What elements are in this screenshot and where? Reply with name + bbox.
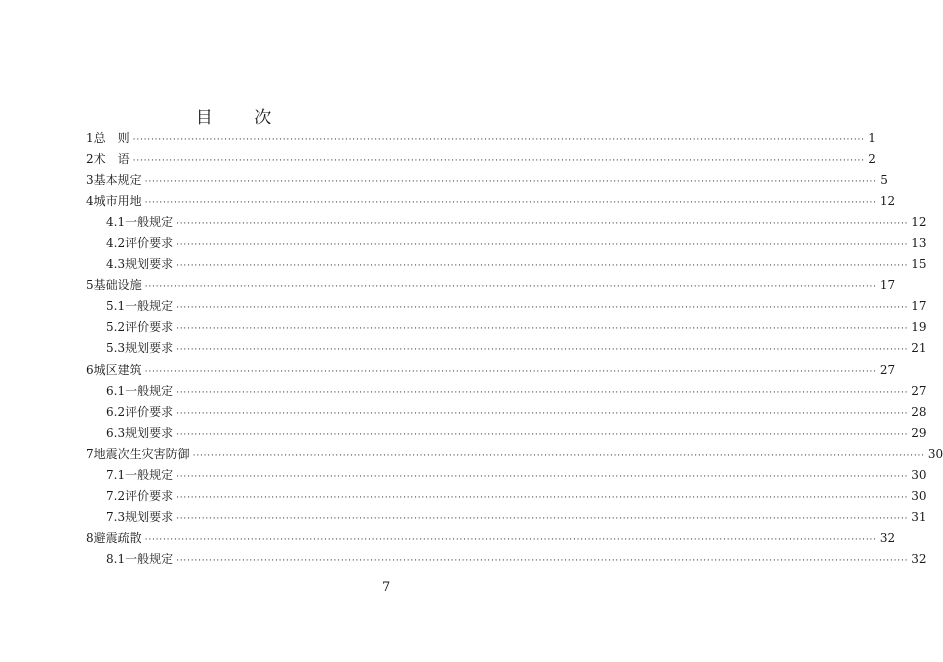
- toc-entry-title: 地震次生灾害防御: [93, 446, 190, 461]
- toc-entry-page: 12: [911, 215, 927, 230]
- toc-entry-page: 17: [911, 299, 927, 314]
- toc-entry-number: 6.2: [106, 404, 126, 419]
- toc-entry-title: 一般规定: [125, 299, 174, 314]
- toc-entry[interactable]: [86, 275, 896, 296]
- dot-leader: ········································································································································································································: [176, 513, 909, 524]
- toc-entry-title: 一般规定: [125, 383, 174, 398]
- toc-entry-number: 4: [86, 194, 94, 209]
- toc-entry[interactable]: [86, 444, 943, 465]
- toc-entry-number: 7.3: [106, 509, 126, 524]
- dot-leader: ········································································································································································································: [144, 177, 877, 188]
- toc-entry-title: 城市用地: [93, 194, 142, 209]
- toc-entry-number: 6.1: [106, 383, 126, 398]
- dot-leader: ········································································································································································································: [176, 471, 909, 482]
- toc-entry-title: 规划要求: [125, 425, 174, 440]
- dot-leader: ········································································································································································································: [144, 282, 877, 293]
- toc-entry-number: 5.3: [106, 341, 126, 356]
- toc-entry-title: 一般规定: [125, 551, 174, 566]
- toc-entry-number: 4.2: [106, 236, 126, 251]
- dot-leader: ········································································································································································································: [176, 345, 909, 356]
- toc-entry-page: 19: [911, 320, 927, 335]
- toc-entry-page: 2: [868, 152, 876, 167]
- toc-entry-title: 城区建筑: [93, 362, 142, 377]
- toc-entry[interactable]: [86, 549, 927, 570]
- toc-entry-page: 30: [911, 488, 927, 503]
- dot-leader: ········································································································································································································: [176, 303, 909, 314]
- dot-leader: ········································································································································································································: [176, 240, 909, 251]
- toc-entry-page: 29: [911, 425, 927, 440]
- toc-entry[interactable]: [86, 149, 876, 170]
- toc-entry-page: 5: [880, 173, 888, 188]
- toc-entry[interactable]: [86, 528, 896, 549]
- toc-entry-page: 12: [879, 194, 896, 209]
- toc-entry-page: 27: [911, 383, 927, 398]
- toc-entry-page: 17: [879, 278, 896, 293]
- toc-entry-number: 3: [86, 173, 94, 188]
- toc-entry-page: 13: [911, 236, 927, 251]
- toc-entry-title: 评价要求: [125, 320, 174, 335]
- dot-leader: ········································································································································································································: [144, 534, 877, 545]
- toc-entry[interactable]: [86, 338, 927, 359]
- toc-entry-title: 评价要求: [125, 236, 174, 251]
- dot-leader: ········································································································································································································: [176, 429, 909, 440]
- dot-leader: ········································································································································································································: [144, 366, 877, 377]
- toc-entry[interactable]: [86, 254, 927, 275]
- toc-entry-title: 一般规定: [125, 467, 174, 482]
- toc-entry[interactable]: [86, 170, 888, 191]
- toc-entry[interactable]: [86, 402, 927, 423]
- toc-entry[interactable]: [86, 381, 927, 402]
- dot-leader: ········································································································································································································: [176, 219, 909, 230]
- toc-entry[interactable]: [86, 233, 927, 254]
- toc-entry-title: 避震疏散: [93, 530, 142, 545]
- dot-leader: ········································································································································································································: [176, 261, 909, 272]
- toc-entry-title: 评价要求: [125, 404, 174, 419]
- toc-entry-title: 术 语: [93, 152, 130, 167]
- toc-entry-title: 一般规定: [125, 215, 174, 230]
- toc-entry[interactable]: [86, 507, 927, 528]
- toc-entry-number: 4.3: [106, 257, 126, 272]
- toc-entry[interactable]: [86, 465, 927, 486]
- toc-entry-title: 规划要求: [125, 509, 174, 524]
- dot-leader: ········································································································································································································: [144, 198, 877, 209]
- toc-entry-title: 基本规定: [93, 173, 142, 188]
- toc-entry-title: 规划要求: [125, 257, 174, 272]
- dot-leader: ········································································································································································································: [176, 324, 909, 335]
- toc-entry-title: 规划要求: [125, 341, 174, 356]
- toc-entry-page: 30: [927, 446, 943, 461]
- dot-leader: ········································································································································································································: [176, 408, 909, 419]
- toc-entry[interactable]: [86, 191, 896, 212]
- toc-entry-number: 8: [86, 530, 94, 545]
- toc-entry-number: 8.1: [106, 551, 126, 566]
- toc-entry-number: 5.1: [106, 299, 126, 314]
- toc-entry[interactable]: [86, 360, 896, 381]
- toc-entry-number: 1: [86, 131, 94, 145]
- toc-entry-title: 评价要求: [125, 488, 174, 503]
- toc-entry-number: 2: [86, 152, 94, 167]
- toc-entry-page: 1: [868, 131, 876, 145]
- toc-entry-number: 5.2: [106, 320, 126, 335]
- table-of-contents: [86, 128, 943, 570]
- toc-entry-page: 21: [911, 341, 927, 356]
- toc-entry-page: 28: [911, 404, 927, 419]
- toc-entry-number: 6: [86, 362, 94, 377]
- toc-entry-title: 基础设施: [93, 278, 142, 293]
- dot-leader: ········································································································································································································: [176, 387, 909, 398]
- toc-entry-page: 32: [911, 551, 927, 566]
- toc-entry-title: 总 则: [93, 131, 130, 145]
- toc-entry[interactable]: [86, 423, 927, 444]
- toc-entry-page: 15: [911, 257, 927, 272]
- toc-entry[interactable]: [86, 212, 927, 233]
- toc-entry-number: 7.2: [106, 488, 126, 503]
- toc-entry-number: 7.1: [106, 467, 126, 482]
- toc-entry[interactable]: [86, 128, 876, 149]
- toc-entry-page: 32: [879, 530, 896, 545]
- dot-leader: ········································································································································································································: [132, 135, 865, 145]
- toc-entry-page: 31: [911, 509, 927, 524]
- dot-leader: ········································································································································································································: [192, 450, 925, 461]
- toc-entry-page: 27: [879, 362, 896, 377]
- dot-leader: ········································································································································································································: [176, 555, 909, 566]
- page-number: 7: [382, 580, 391, 595]
- toc-entry[interactable]: [86, 486, 927, 507]
- toc-entry-number: 5: [86, 278, 94, 293]
- dot-leader: ········································································································································································································: [176, 492, 909, 503]
- toc-entry-number: 7: [86, 446, 94, 461]
- page-title: 目 次: [195, 108, 290, 128]
- dot-leader: ········································································································································································································: [132, 156, 865, 167]
- toc-entry-number: 6.3: [106, 425, 126, 440]
- toc-entry[interactable]: [86, 317, 927, 338]
- toc-entry-page: 30: [911, 467, 927, 482]
- toc-entry[interactable]: [86, 296, 927, 317]
- toc-entry-number: 4.1: [106, 215, 126, 230]
